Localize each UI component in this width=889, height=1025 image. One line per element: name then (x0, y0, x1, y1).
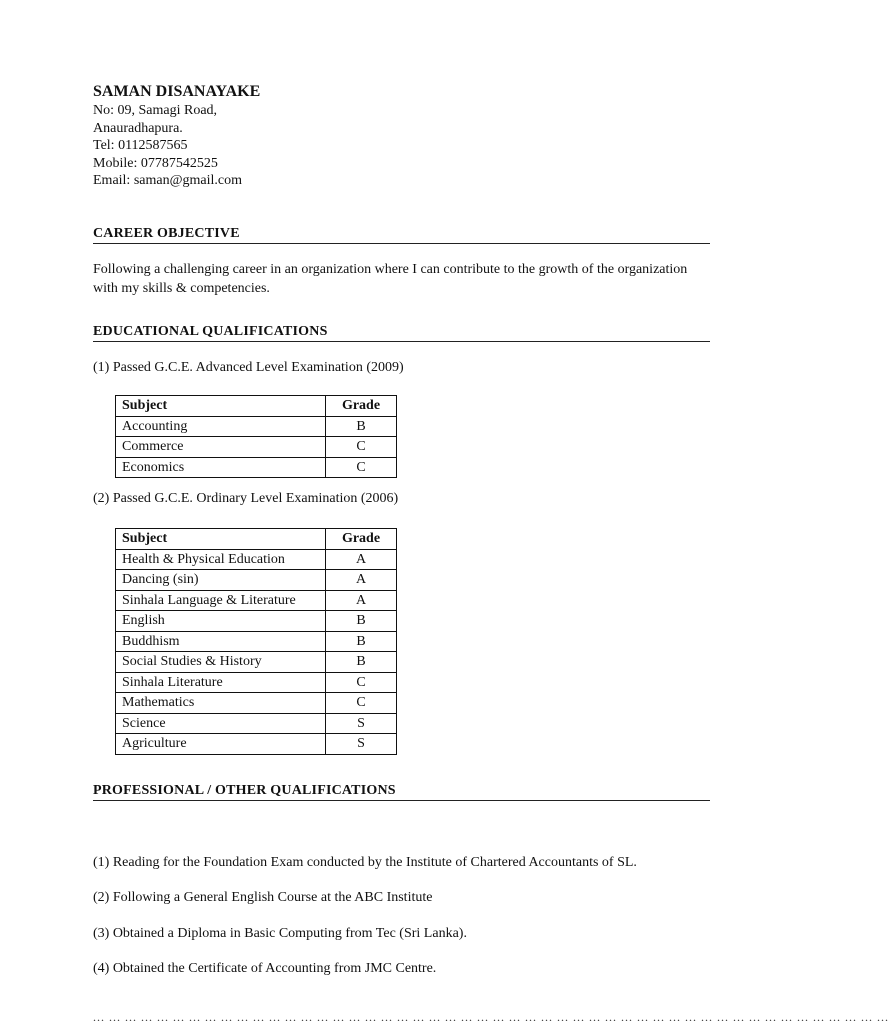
subject-cell: Science (116, 713, 326, 734)
table-row (116, 570, 397, 591)
ol-exam-title: (2) Passed G.C.E. Ordinary Level Examination (2006) (93, 491, 399, 506)
mobile: Mobile: 07787542525 (93, 155, 218, 171)
table-row (116, 713, 397, 734)
dotted-continuation-line: ... ... ... ... ... ... ... ... ... ... ... ... ... ... ... ... ... ... ... ... ... ... ... ... ... ... ... ... ... ... ... ... ... ... ... ... ... ... ... ... ... ... ... ... ... ... ... ... ... ... (93, 1010, 889, 1024)
professional-item-4: (4) Obtained the Certificate of Accounting from JMC Centre. (93, 961, 437, 976)
grade-cell: A (326, 549, 397, 570)
table-row (116, 549, 397, 570)
candidate-name: SAMAN DISANAYAKE (93, 83, 261, 100)
grade-cell: C (326, 437, 397, 458)
table-header-row (116, 396, 397, 417)
subject-column-header: Subject (116, 396, 326, 417)
resume-page (93, 0, 889, 1024)
grade-cell: C (326, 672, 397, 693)
subject-column-header: Subject (116, 529, 326, 550)
subject-cell: Sinhala Language & Literature (116, 590, 326, 611)
professional-item-1: (1) Reading for the Foundation Exam conducted by the Institute of Chartered Accountants of SL. (93, 855, 637, 870)
address-line-1: No: 09, Samagi Road, (93, 103, 218, 118)
education-heading: EDUCATIONAL QUALIFICATIONS (93, 324, 710, 342)
grade-column-header: Grade (326, 529, 397, 550)
grade-column-header: Grade (326, 396, 397, 417)
grade-cell: C (326, 693, 397, 714)
career-objective-heading: CAREER OBJECTIVE (93, 226, 710, 244)
table-row (116, 416, 397, 437)
table-row (116, 611, 397, 632)
grade-cell: A (326, 590, 397, 611)
table-row (116, 457, 397, 478)
subject-cell: Sinhala Literature (116, 672, 326, 693)
grade-cell: C (326, 457, 397, 478)
professional-heading: PROFESSIONAL / OTHER QUALIFICATIONS (93, 783, 710, 801)
al-exam-title: (1) Passed G.C.E. Advanced Level Examination (2009) (93, 360, 404, 375)
grade-cell: B (326, 652, 397, 673)
grade-cell: B (326, 416, 397, 437)
grade-cell: S (326, 734, 397, 755)
ol-grades-table (115, 528, 397, 755)
professional-item-2: (2) Following a General English Course at the ABC Institute (93, 890, 433, 905)
subject-cell: English (116, 611, 326, 632)
table-row (116, 437, 397, 458)
grade-cell: S (326, 713, 397, 734)
professional-item-3: (3) Obtained a Diploma in Basic Computing from Tec (Sri Lanka). (93, 926, 467, 941)
subject-cell: Commerce (116, 437, 326, 458)
email: Email: saman@gmail.com (93, 173, 242, 188)
subject-cell: Mathematics (116, 693, 326, 714)
table-row (116, 672, 397, 693)
table-row (116, 631, 397, 652)
subject-cell: Buddhism (116, 631, 326, 652)
grade-cell: A (326, 570, 397, 591)
table-header-row (116, 529, 397, 550)
career-objective-text: Following a challenging career in an organization where I can contribute to the growth of the organization with my skills & competencies. (93, 262, 688, 296)
al-grades-table (115, 395, 397, 478)
subject-cell: Economics (116, 457, 326, 478)
table-row (116, 693, 397, 714)
address-line-2: Anauradhapura. (93, 120, 183, 136)
grade-cell: B (326, 631, 397, 652)
table-row (116, 590, 397, 611)
subject-cell: Social Studies & History (116, 652, 326, 673)
subject-cell: Dancing (sin) (116, 570, 326, 591)
table-row (116, 734, 397, 755)
subject-cell: Accounting (116, 416, 326, 437)
contact-block (93, 102, 242, 190)
table-row (116, 652, 397, 673)
grade-cell: B (326, 611, 397, 632)
subject-cell: Agriculture (116, 734, 326, 755)
telephone: Tel: 0112587565 (93, 138, 188, 153)
subject-cell: Health & Physical Education (116, 549, 326, 570)
